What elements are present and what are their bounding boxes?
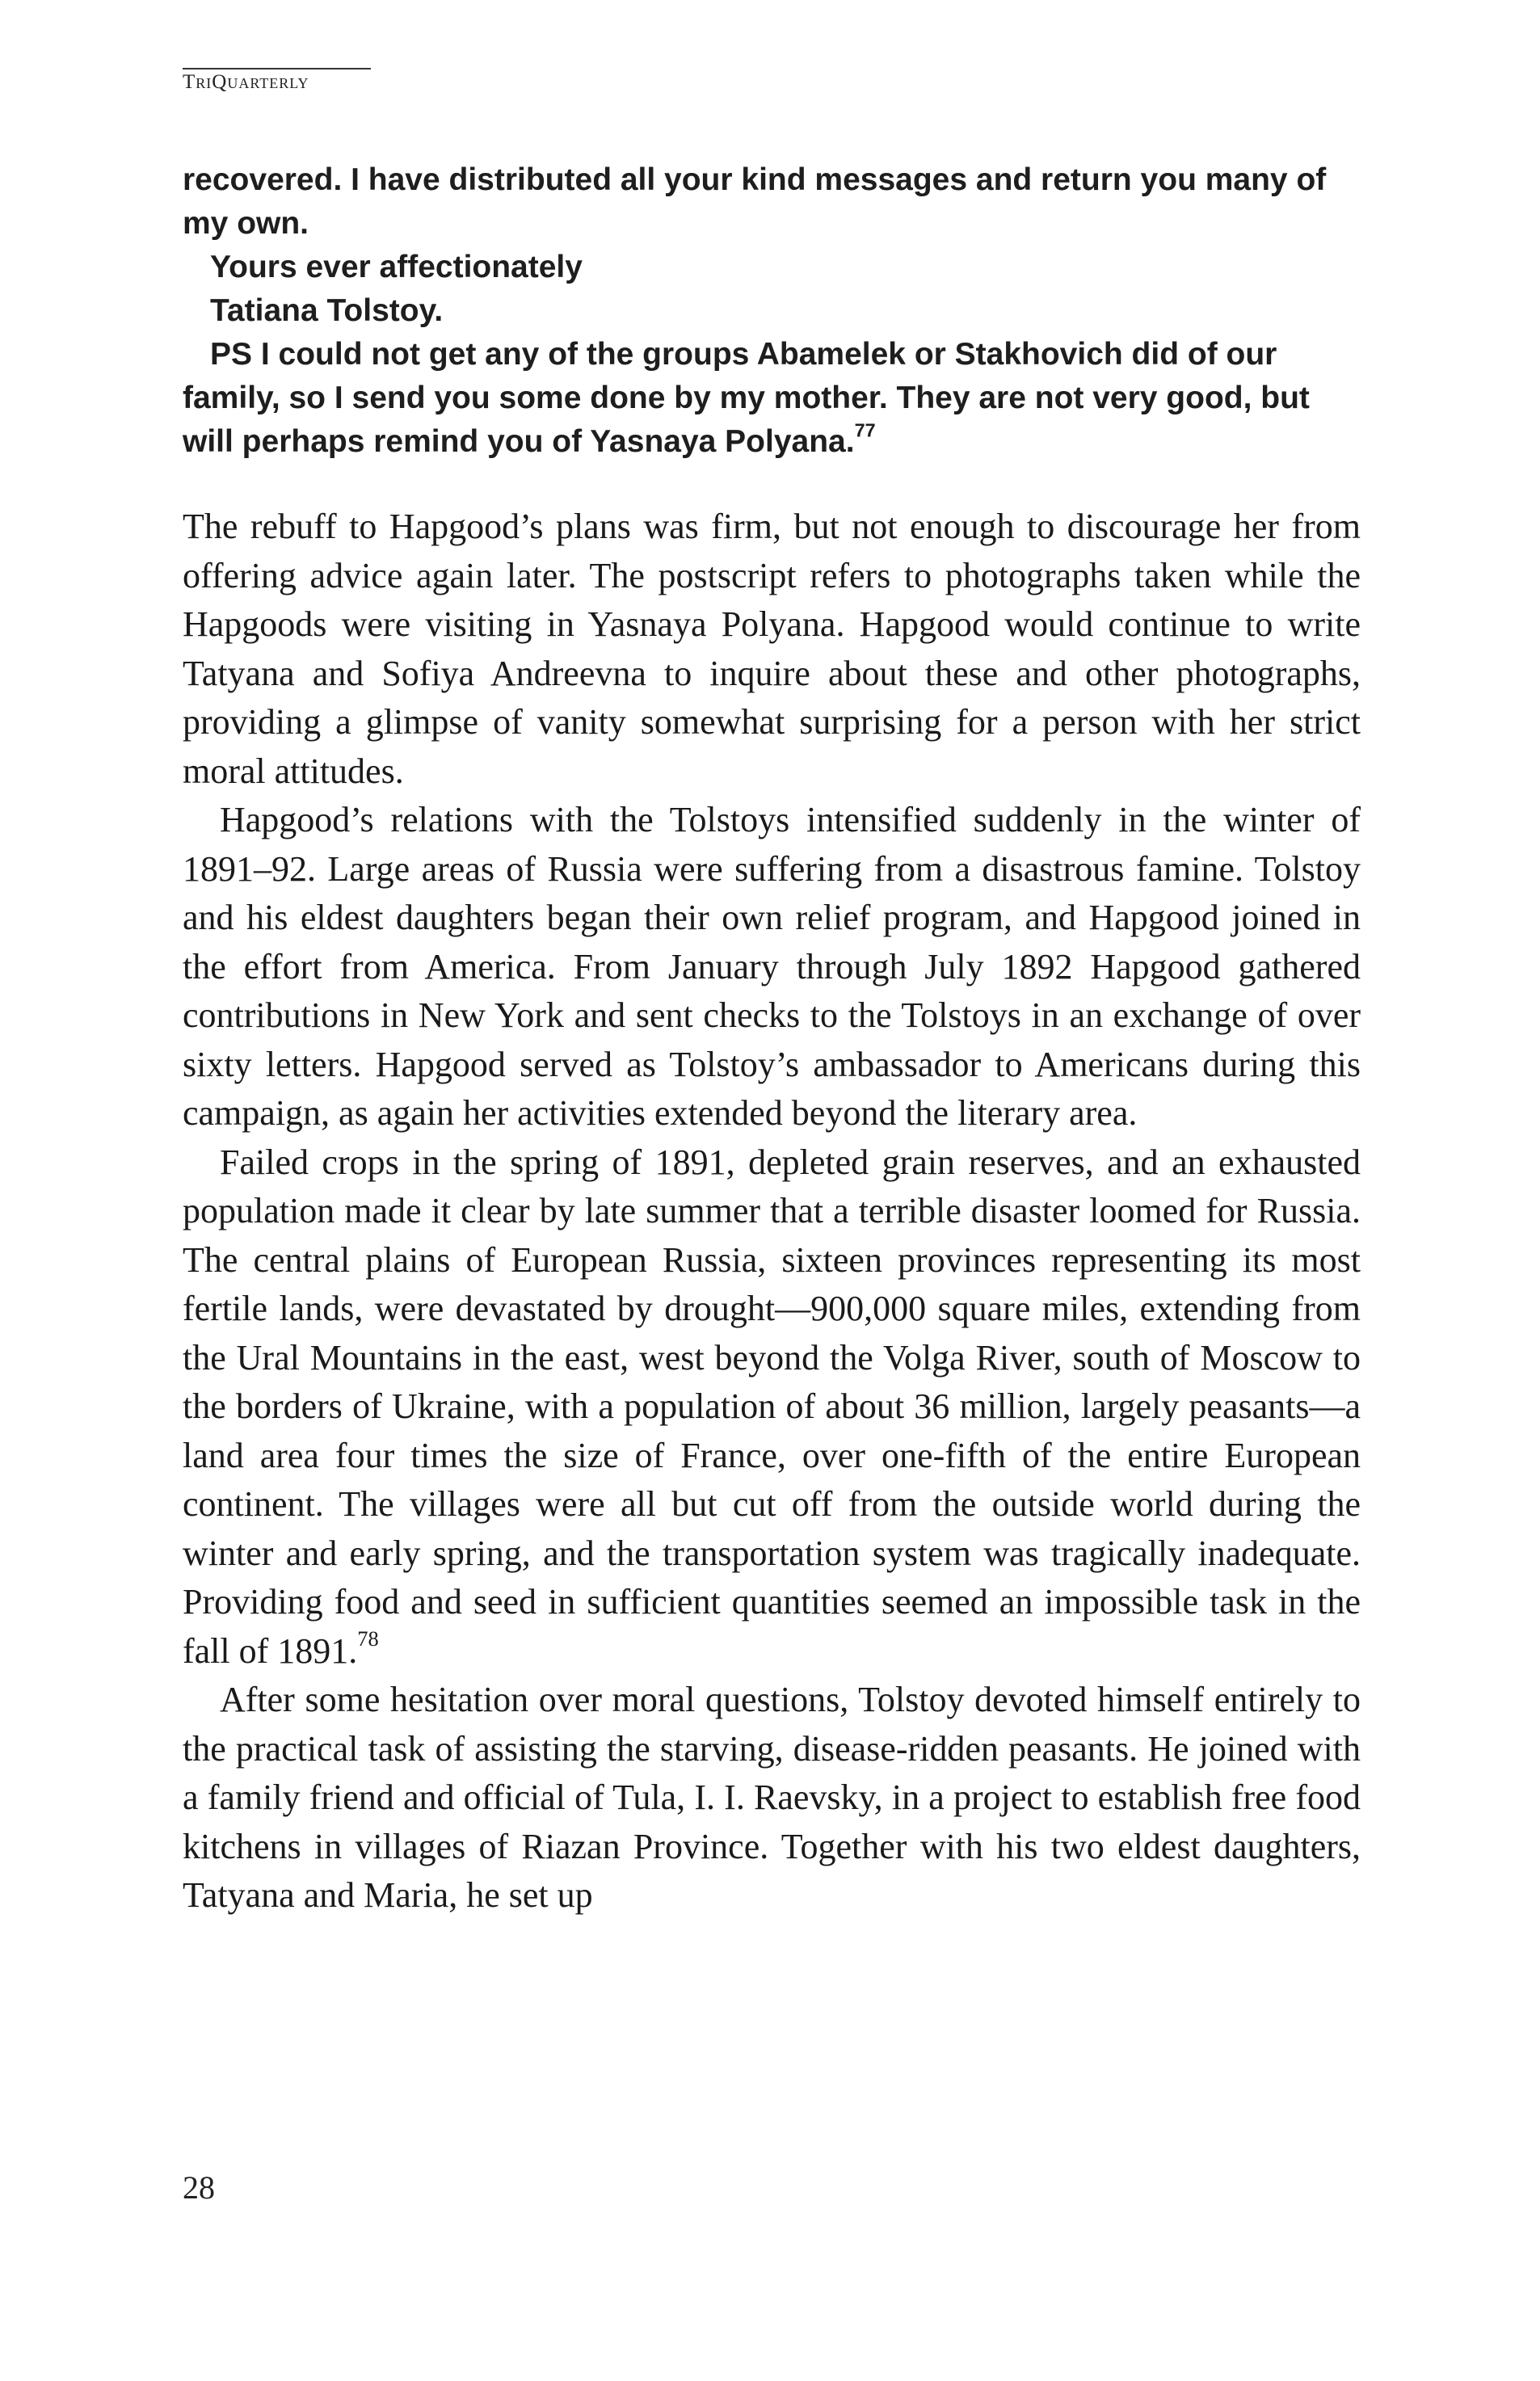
paragraph [183, 1138, 1361, 1676]
paragraph-text: Failed crops in the spring of 1891, depleted grain reserves, and an exhausted population made it clear by late summer that a terrible disaster loomed for Russia. The central plains of European Russia, sixteen provinces representing its most fertile lands, were devastated by drought—900,000 square miles, extending from the Ural Mountains in the east, west beyond the Volga River, south of Moscow to the borders of Ukraine, with a population of about 36 million, largely peasants—a land area four times the size of France, over one-fifth of the entire European continent. The villages were all but cut off from the outside world during the winter and early spring, and the transportation system was tragically inadequate. Providing food and seed in sufficient quantities seemed an impossible task in the fall of 1891. [183, 1142, 1361, 1671]
paragraph-text: After some hesitation over moral questions, Tolstoy devoted himself entirely to the practical task of assisting the starving, disease-ridden peasants. He joined with a family friend and official of Tula, I. I. Raevsky, in a project to establish free food kitchens in villages of Riazan Province. Together with his two eldest daughters, Tatyana and Maria, he set up [183, 1680, 1361, 1915]
running-head: TriQuarterly [183, 71, 309, 93]
paragraph-text: Hapgood’s relations with the Tolstoys intensified suddenly in the winter of 1891–92. Large areas of Russia were suffering from a disastrous famine. Tolstoy and his eldest daughters began their own relief program, and Hapgood joined in the effort from America. From January through July 1892 Hapgood gathered contributions in New York and sent checks to the Tolstoys in an exchange of over sixty letters. Hapgood served as Tolstoy’s ambassador to Americans during this campaign, as again her activities extended beyond the literary area. [183, 800, 1361, 1133]
letter-signature: Tatiana Tolstoy. [210, 293, 444, 328]
quoted-letter [183, 158, 1361, 464]
paragraph [183, 1676, 1361, 1920]
footnote-ref: 77 [854, 419, 876, 441]
letter-continuation: recovered. I have distributed all your kind messages and return you many of my own. [183, 162, 1327, 241]
page-number: 28 [183, 2169, 215, 2206]
body-text [183, 503, 1361, 1920]
letter-postscript [183, 333, 1361, 464]
running-head-rule [183, 68, 371, 69]
paragraph-text: The rebuff to Hapgood’s plans was firm, but not enough to discourage her from offering advice again later. The postscript refers to photographs taken while the Hapgoods were visiting in Yasnaya Polyana. Hapgood would continue to write Tatyana and Sofiya Andreevna to inquire about these and other photographs, providing a glimpse of vanity somewhat surprising for a person with her strict moral attitudes. [183, 507, 1361, 791]
footnote-ref: 78 [357, 1626, 379, 1651]
postscript-text: PS I could not get any of the groups Abamelek or Stakhovich did of our family, so I send you some done by my mother. They are not very good, but will perhaps remind you of Yasnaya Polyana. [183, 337, 1310, 459]
paragraph [183, 796, 1361, 1138]
paragraph [183, 503, 1361, 796]
letter-closing: Yours ever affectionately [210, 250, 583, 284]
